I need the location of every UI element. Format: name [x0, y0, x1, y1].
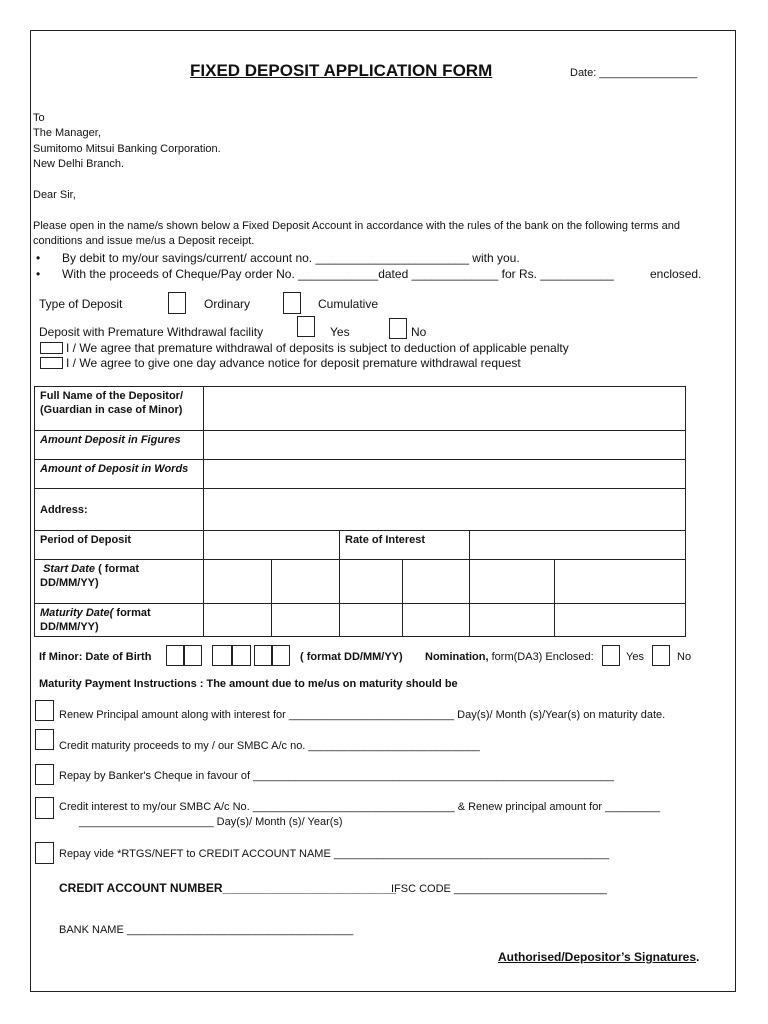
- dob-box[interactable]: [166, 645, 184, 666]
- deposit-type-label: Type of Deposit: [39, 297, 123, 311]
- option-renew-text: Renew Principal amount along with interest for ___________________________ Day(s)/ Month (s)/Year(s) on maturity date.: [59, 709, 666, 721]
- table-row: [35, 531, 686, 560]
- option-credit-interest-checkbox[interactable]: [35, 797, 54, 819]
- rate-field[interactable]: [470, 531, 686, 560]
- maturity-date-cell[interactable]: [403, 604, 470, 637]
- signature-dot: .: [696, 950, 700, 964]
- cumulative-checkbox[interactable]: [283, 292, 301, 314]
- nomination-yes-label: Yes: [626, 651, 644, 663]
- start-date-cell[interactable]: [470, 560, 555, 604]
- start-date-format: ( format: [95, 563, 140, 575]
- amount-figures-label: Amount Deposit in Figures: [35, 431, 204, 460]
- nomination-bold: Nomination,: [425, 651, 489, 663]
- dob-box[interactable]: [272, 645, 290, 666]
- dob-box[interactable]: [254, 645, 272, 666]
- depositor-name-label: [35, 387, 204, 431]
- table-row: [35, 431, 686, 460]
- start-date-line-2: DD/MM/YY): [40, 577, 99, 589]
- amount-words-label: Amount of Deposit in Words: [35, 460, 204, 489]
- intro-line-2: conditions and issue me/us a Deposit receipt.: [33, 235, 255, 247]
- credit-account-number-label: [59, 881, 396, 895]
- table-row: [35, 604, 686, 637]
- start-date-cell[interactable]: [555, 560, 686, 604]
- maturity-date-format: format: [113, 607, 151, 619]
- premature-yes-checkbox[interactable]: [297, 316, 315, 337]
- option-cheque-text: Repay by Banker's Cheque in favour of ___________________________________________________________: [59, 770, 615, 782]
- depositor-name-line-2: (Guardian in case of Minor): [40, 404, 183, 416]
- address-label: Address:: [35, 489, 204, 531]
- ifsc-code-field[interactable]: IFSC CODE _________________________: [391, 883, 607, 895]
- nomination-yes-checkbox[interactable]: [602, 645, 620, 666]
- maturity-date-line-2: DD/MM/YY): [40, 621, 99, 633]
- period-field[interactable]: [204, 531, 340, 560]
- table-row: [35, 387, 686, 431]
- credit-account-number-line[interactable]: __________________________: [222, 881, 397, 895]
- dob-box[interactable]: [212, 645, 232, 666]
- rate-label: Rate of Interest: [340, 531, 470, 560]
- premature-yes-label: Yes: [330, 325, 350, 339]
- period-label: Period of Deposit: [35, 531, 204, 560]
- dob-box[interactable]: [232, 645, 251, 666]
- agree-penalty-text: I / We agree that premature withdrawal of deposits is subject to deduction of applicable penalty: [66, 341, 569, 355]
- address-branch: New Delhi Branch.: [33, 158, 125, 170]
- dob-format-hint: ( format DD/MM/YY): [300, 651, 403, 663]
- credit-account-number-text: CREDIT ACCOUNT NUMBER: [59, 881, 223, 895]
- ordinary-label: Ordinary: [204, 297, 251, 311]
- option-rtgs-text: Repay vide *RTGS/NEFT to CREDIT ACCOUNT NAME _____________________________________________: [59, 848, 610, 860]
- address-to: To: [33, 112, 45, 124]
- maturity-date-cell[interactable]: [470, 604, 555, 637]
- start-date-cell[interactable]: [340, 560, 403, 604]
- salutation: Dear Sir,: [33, 189, 76, 201]
- nomination-rest: form(DA3) Enclosed:: [488, 651, 594, 663]
- maturity-date-cell[interactable]: [340, 604, 403, 637]
- start-date-cell[interactable]: [272, 560, 340, 604]
- maturity-date-italic: Maturity Date(: [40, 607, 114, 619]
- dob-box[interactable]: [184, 645, 202, 666]
- maturity-date-line-1: [40, 606, 198, 620]
- bank-name-field[interactable]: BANK NAME _____________________________________: [59, 924, 354, 936]
- table-row: [35, 560, 686, 604]
- depositor-details-table: [34, 386, 686, 637]
- agree-notice-text: I / We agree to give one day advance notice for deposit premature withdrawal request: [66, 356, 521, 370]
- maturity-date-cell[interactable]: [555, 604, 686, 637]
- option-credit-text: Credit maturity proceeds to my / our SMBC A/c no. ____________________________: [59, 740, 480, 752]
- amount-figures-field[interactable]: [204, 431, 686, 460]
- start-date-italic: Start Date: [43, 563, 96, 575]
- start-date-line-1: [40, 562, 198, 576]
- form-title: FIXED DEPOSIT APPLICATION FORM: [190, 61, 493, 80]
- option-renew-checkbox[interactable]: [35, 700, 54, 721]
- bullet-cheque: • With the proceeds of Cheque/Pay order No. ____________dated _____________ for Rs. ___________: [62, 267, 614, 281]
- premature-label: Deposit with Premature Withdrawal facility: [39, 325, 264, 339]
- address-manager: The Manager,: [33, 127, 101, 139]
- address-field[interactable]: [204, 489, 686, 531]
- signature-text: Authorised/Depositor’s Signatures: [498, 950, 697, 964]
- minor-dob-label: If Minor: Date of Birth: [39, 651, 152, 663]
- option-cheque-checkbox[interactable]: [35, 764, 54, 785]
- option-credit-interest-line-2: ______________________ Day(s)/ Month (s)/ Year(s): [79, 816, 343, 828]
- depositor-name-line-1: Full Name of the Depositor/: [40, 390, 184, 402]
- nomination-label: [425, 651, 594, 663]
- agree-notice-checkbox[interactable]: [40, 357, 63, 369]
- maturity-date-label: [35, 604, 204, 637]
- premature-no-label: No: [411, 325, 427, 339]
- intro-line-1: Please open in the name/s shown below a Fixed Deposit Account in accordance with the rules of the bank on the following terms and: [33, 220, 680, 232]
- maturity-date-cell[interactable]: [272, 604, 340, 637]
- option-credit-interest-line-1: Credit interest to my/our SMBC A/c No. _________________________________ & Renew principal amount for _________: [59, 801, 661, 813]
- bullet-debit: • By debit to my/our savings/current/ account no. _______________________ with you.: [62, 251, 520, 265]
- start-date-label: [35, 560, 204, 604]
- start-date-cell[interactable]: [204, 560, 272, 604]
- option-credit-checkbox[interactable]: [35, 729, 54, 750]
- address-bank: Sumitomo Mitsui Banking Corporation.: [33, 143, 221, 155]
- nomination-no-label: No: [677, 651, 692, 663]
- bullet-cheque-enclosed: enclosed.: [650, 267, 702, 281]
- table-row: [35, 489, 686, 531]
- premature-no-checkbox[interactable]: [389, 318, 407, 339]
- cumulative-label: Cumulative: [318, 297, 379, 311]
- maturity-date-cell[interactable]: [204, 604, 272, 637]
- maturity-instructions-heading: Maturity Payment Instructions : The amount due to me/us on maturity should be: [39, 678, 458, 690]
- signature-label: [498, 950, 699, 964]
- ordinary-checkbox[interactable]: [168, 292, 186, 314]
- nomination-no-checkbox[interactable]: [652, 645, 670, 666]
- start-date-cell[interactable]: [403, 560, 470, 604]
- depositor-name-field[interactable]: [204, 387, 686, 431]
- amount-words-field[interactable]: [204, 460, 686, 489]
- agree-penalty-checkbox[interactable]: [40, 342, 63, 354]
- table-row: [35, 460, 686, 489]
- date-field[interactable]: Date: ________________: [570, 67, 698, 79]
- option-rtgs-checkbox[interactable]: [35, 842, 54, 864]
